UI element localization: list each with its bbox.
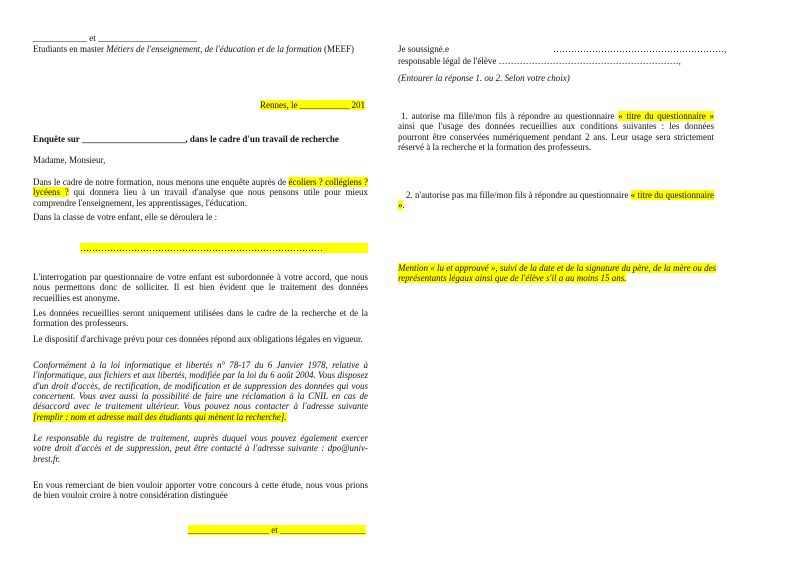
mention-instruction: [398, 263, 728, 284]
dotted-date-field: ………………………………………………………………………: [80, 243, 368, 253]
mention-highlight: Mention « lu et approuvé », suivi de la date et de la signature du père, de la mère ou des représentants légaux ainsi que de l'élève s'il a au moins 15 ans.: [398, 263, 717, 284]
class-line: Dans la classe de votre enfant, elle se déroulera le :: [33, 212, 218, 222]
option-2-paragraph: [398, 190, 714, 211]
students-description: [33, 44, 368, 54]
option-1-highlight: « titre du questionnaire »: [618, 111, 715, 121]
instruction-line: (Entourer la réponse 1. ou 2. Selon votre choix): [398, 73, 570, 83]
option-2-highlight: « titre du questionnaire »: [398, 190, 714, 211]
survey-title: Enquête sur _______________________, dans le cadre d'un travail de recherche: [33, 134, 339, 144]
law-paragraph: [33, 360, 368, 422]
guardian-line: [398, 56, 714, 66]
date-line: Rennes, le ___________ 201: [260, 100, 365, 110]
registry-paragraph: Le responsable du registre de traitement, auprès duquel vous pouvez également exercer votre droit d'accès et de suppression, peut être contacté à l'adresse suivante : dpo@univ-brest.fr.: [33, 433, 368, 464]
option-1-paragraph: [398, 111, 714, 152]
option-2-end: .: [402, 200, 405, 211]
master-title: Métiers de l'enseignement, de l'éducation et de la formation: [106, 44, 322, 54]
salutation: Madame, Monsieur,: [33, 155, 106, 165]
option-1-text: 1. autorise ma fille/mon fils à répondre au questionnaire: [401, 111, 619, 121]
option-1-conditions: ainsi que l'usage des données recueillies aux conditions suivantes : les données pourront être conservées numériquement pendant 2 ans. Leur usage sera strictement réservé à la recherche et la formation des professeurs.: [398, 121, 714, 153]
undersigned-dots: …………………………………………………,: [553, 44, 727, 54]
guardian-dots: ……………………………………………………,: [498, 56, 681, 66]
intro-part2: qui donnera lieu à un travail d'analyse que nous pensons utile pour mieux comprendre l'enseignement, les apprentissages, l'éducation.: [33, 187, 368, 208]
closing-paragraph: En vous remerciant de bien vouloir apporter votre concours à cette étude, nous vous prions de bien vouloir croire à notre considération distinguée: [33, 480, 368, 501]
intro-part1: Dans le cadre de notre formation, nous menons une enquête auprès de: [33, 177, 289, 187]
guardian-label: responsable légal de l'élève: [398, 56, 497, 66]
consent-paragraph: L'interrogation par questionnaire de votre enfant est subordonnée à votre accord, que nous nous permettons donc de solliciter. Il est bien évident que le traitement des données recueillies est anonyme.: [33, 272, 368, 303]
law-text: Conformément à la loi informatique et libertés n° 78-17 du 6 Janvier 1978, relative à l'informatique, aux fichiers et aux libertés, modifiée par la loi du 6 août 2004. Vous disposez d'un droit d'accès, de rectification, de modification et de suppression des données qui vous concernent. Vous avez aussi la possibilité de faire une réclamation à la CNIL en cas de désaccord avec le traitement ultérieur. Vous pouvez nous contacter à l'adresse suivante: [33, 360, 368, 412]
signature-line: __________________ et ___________________: [188, 525, 366, 535]
archiving-paragraph: Le dispositif d'archivage prévu pour ces données répond aux obligations légales en vigueur.: [33, 334, 363, 344]
student-names-line: ____________ et ______________________: [33, 33, 197, 43]
law-highlight: [remplir : nom et adresse mail des étudiants qui mènent la recherche].: [33, 411, 287, 422]
usage-paragraph: Les données recueillies seront uniquement utilisées dans le cadre de la recherche et de la formation des professeurs.: [33, 308, 368, 329]
intro-highlight: écoliers ? collégiens ? lycéens ?: [33, 177, 368, 198]
students-suffix: (MEEF): [321, 44, 355, 54]
intro-paragraph: [33, 177, 368, 208]
undersigned-label: Je soussigné.e: [398, 44, 449, 54]
option-2-text: 2. n'autorise pas ma fille/mon fils à répondre au questionnaire: [406, 190, 631, 200]
undersigned-line: [398, 44, 727, 54]
students-prefix: Etudiants en master: [33, 44, 107, 54]
